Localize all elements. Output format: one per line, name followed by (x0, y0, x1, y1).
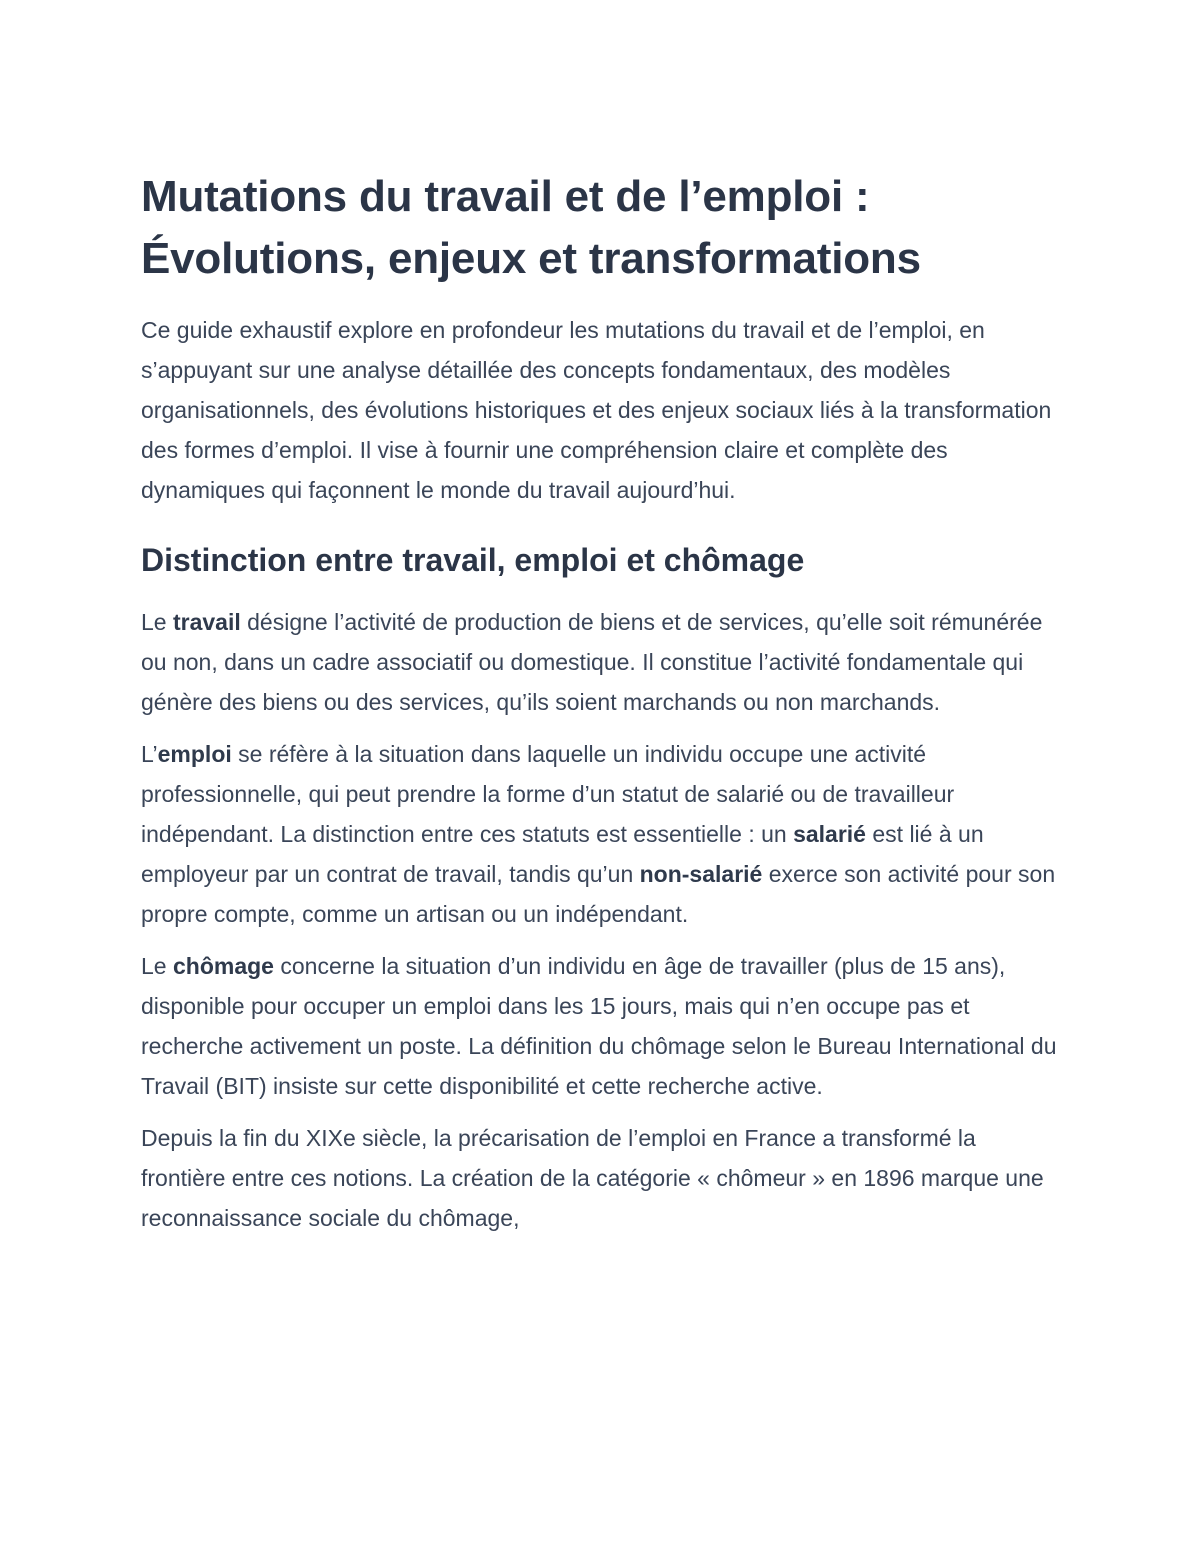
text-run: Le (141, 609, 173, 635)
document-title (141, 166, 1061, 290)
paragraph-travail (141, 602, 1061, 722)
term-travail: travail (172, 609, 241, 635)
text-run: Le (141, 953, 173, 979)
text-run: L’ (141, 741, 158, 767)
term-emploi: emploi (157, 741, 232, 767)
text-run: exerce son activité pour son propre compte, comme un artisan ou un indépendant. (141, 861, 1056, 927)
document-page (141, 166, 1061, 1238)
section-body (141, 602, 1061, 1238)
text-run: se réfère à la situation dans laquelle un individu occupe une activité professionnelle, qui peut prendre la forme d’un statut de salarié ou de travailleur indépendant. La distinction entre ces statuts est essentielle : un (141, 741, 955, 847)
term-non-salarie: non-salarié (639, 861, 763, 887)
paragraph-emploi (141, 734, 1061, 934)
text-run: concerne la situation d’un individu en âge de travailler (plus de 15 ans), disponible pour occuper un emploi dans les 15 jours, mais qui n’en occupe pas et recherche activement un poste. La définition du chômage selon le Bureau International du Travail (BIT) insiste sur cette disponibilité et cette recherche active. (141, 953, 1057, 1099)
title-line-1: Mutations du travail et de l’emploi : (141, 172, 870, 221)
text-run: est lié à un employeur par un contrat de travail, tandis qu’un (141, 821, 984, 887)
title-line-2: Évolutions, enjeux et transformations (141, 234, 921, 283)
section-heading: Distinction entre travail, emploi et chômage (141, 542, 805, 578)
term-salarie: salarié (793, 821, 866, 847)
paragraph-chomage (141, 946, 1061, 1106)
intro-paragraph: Ce guide exhaustif explore en profondeur les mutations du travail et de l’emploi, en s’appuyant sur une analyse détaillée des concepts fondamentaux, des modèles organisationnels, des évolutions historiques et des enjeux sociaux liés à la transformation des formes d’emploi. Il vise à fournir une compréhension claire et complète des dynamiques qui façonnent le monde du travail aujourd’hui. (141, 317, 1052, 503)
text-run: désigne l’activité de production de biens et de services, qu’elle soit rémunérée ou non, dans un cadre associatif ou domestique. Il constitue l’activité fondamentale qui génère des biens ou des services, qu’ils soient marchands ou non marchands. (141, 609, 1043, 715)
term-chomage: chômage (172, 953, 274, 979)
paragraph-historique: Depuis la fin du XIXe siècle, la précarisation de l’emploi en France a transformé la frontière entre ces notions. La création de la catégorie « chômeur » en 1896 marque une reconnaissance sociale du chômage, (141, 1125, 1044, 1231)
